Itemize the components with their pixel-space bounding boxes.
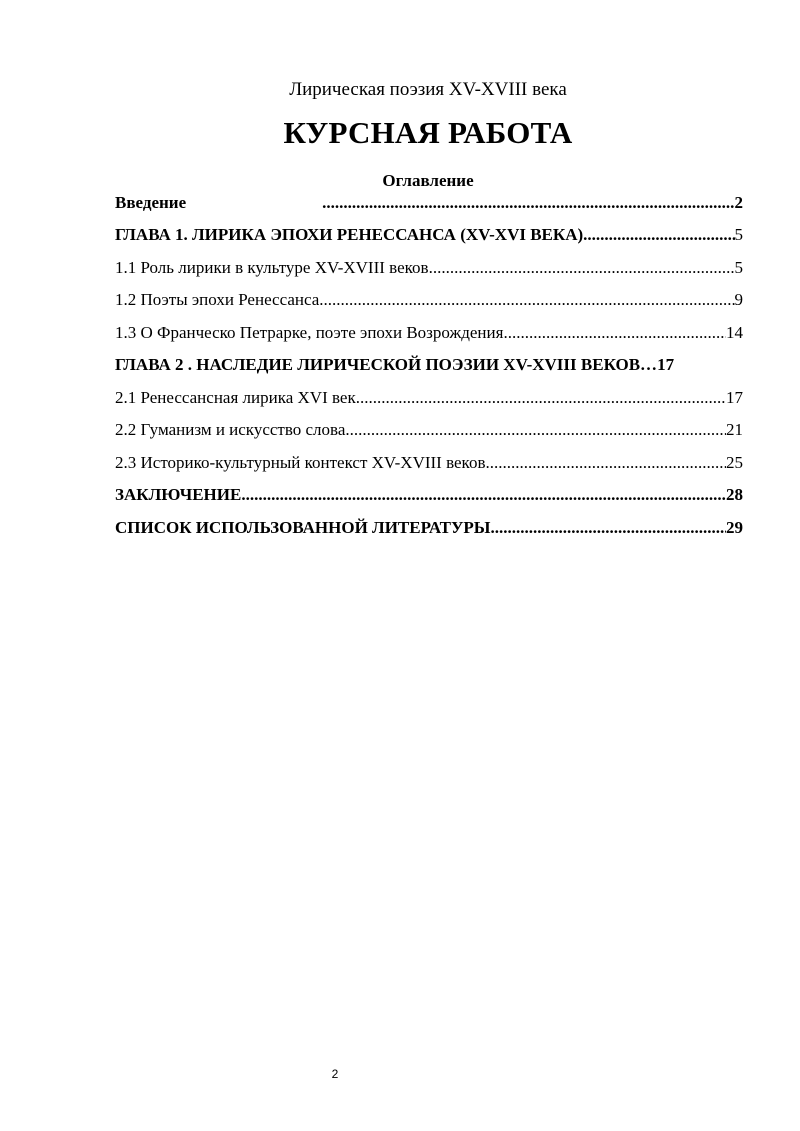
toc-entry-section-2-2[interactable] — [115, 417, 743, 441]
toc-leader-dots — [322, 192, 734, 214]
toc-entry-page: 29 — [726, 518, 743, 537]
document-title: КУРСНАЯ РАБОТА — [283, 115, 573, 150]
toc-entry-page: 28 — [726, 485, 743, 504]
toc-entry-label: 2.1 Ренессансная лирика XVI век — [115, 388, 356, 407]
toc-entry-label: ГЛАВА 1. ЛИРИКА ЭПОХИ РЕНЕССАНСА (XV-XVI ВЕКА) — [115, 225, 584, 244]
toc-leader-dots — [491, 517, 727, 539]
toc-leader-dots — [345, 419, 726, 441]
toc-entry-label: 2.3 Историко-культурный контекст XV-XVIII веков — [115, 453, 486, 472]
page-number: 2 — [331, 1067, 339, 1081]
toc-leader-dots — [503, 322, 726, 344]
toc-entry-label: ГЛАВА 2 . НАСЛЕДИЕ ЛИРИЧЕСКОЙ ПОЭЗИИ XV-XVIII ВЕКОВ… — [115, 355, 658, 374]
toc-entry-label: 1.3 О Франческо Петрарке, поэте эпохи Возрождения — [115, 323, 504, 342]
toc-entry-label: 2.2 Гуманизм и искусство слова — [115, 420, 346, 439]
toc-entry-page: 9 — [734, 290, 743, 309]
toc-entry-label: Введение — [115, 193, 187, 212]
toc-entry-page: 5 — [734, 225, 743, 244]
toc-leader-dots — [429, 257, 735, 279]
toc-entry-section-1-2[interactable] — [115, 287, 743, 311]
toc-entry-page: 5 — [734, 258, 743, 277]
toc-entry-label: 1.1 Роль лирики в культуре XV-XVIII веков — [115, 258, 429, 277]
toc-entry-section-2-3[interactable] — [115, 450, 743, 474]
toc-entry-chapter-1[interactable] — [115, 222, 743, 246]
toc-leader-dots — [583, 224, 734, 246]
toc-entry-label: 1.2 Поэты эпохи Ренессанса — [115, 290, 320, 309]
toc-leader-dots — [485, 452, 726, 474]
toc-entry-label: ЗАКЛЮЧЕНИЕ — [115, 485, 242, 504]
toc-entry-section-1-3[interactable] — [115, 320, 743, 344]
toc-entry-conclusion[interactable] — [115, 482, 743, 506]
toc-entry-section-2-1[interactable] — [115, 385, 743, 409]
toc-entry-page: 2 — [734, 193, 743, 212]
toc-entry-page: 17 — [726, 388, 743, 407]
toc-entry-introduction[interactable] — [115, 190, 743, 214]
toc-entry-page: 25 — [726, 453, 743, 472]
toc-heading: Оглавление — [382, 171, 474, 190]
toc-entry-section-1-1[interactable] — [115, 255, 743, 279]
toc-leader-dots — [319, 289, 734, 311]
toc-entry-page: 14 — [726, 323, 743, 342]
toc-leader-dots — [241, 484, 726, 506]
toc-entry-label: СПИСОК ИСПОЛЬЗОВАННОЙ ЛИТЕРАТУРЫ — [115, 518, 491, 537]
toc-entry-page: 17 — [657, 355, 675, 374]
document-subtitle: Лирическая поэзия XV-XVIII века — [289, 79, 567, 100]
toc-entry-chapter-2[interactable] — [115, 352, 743, 376]
toc-entry-page: 21 — [726, 420, 743, 439]
toc-leader-dots — [356, 387, 726, 409]
toc-entry-references[interactable] — [115, 515, 743, 539]
